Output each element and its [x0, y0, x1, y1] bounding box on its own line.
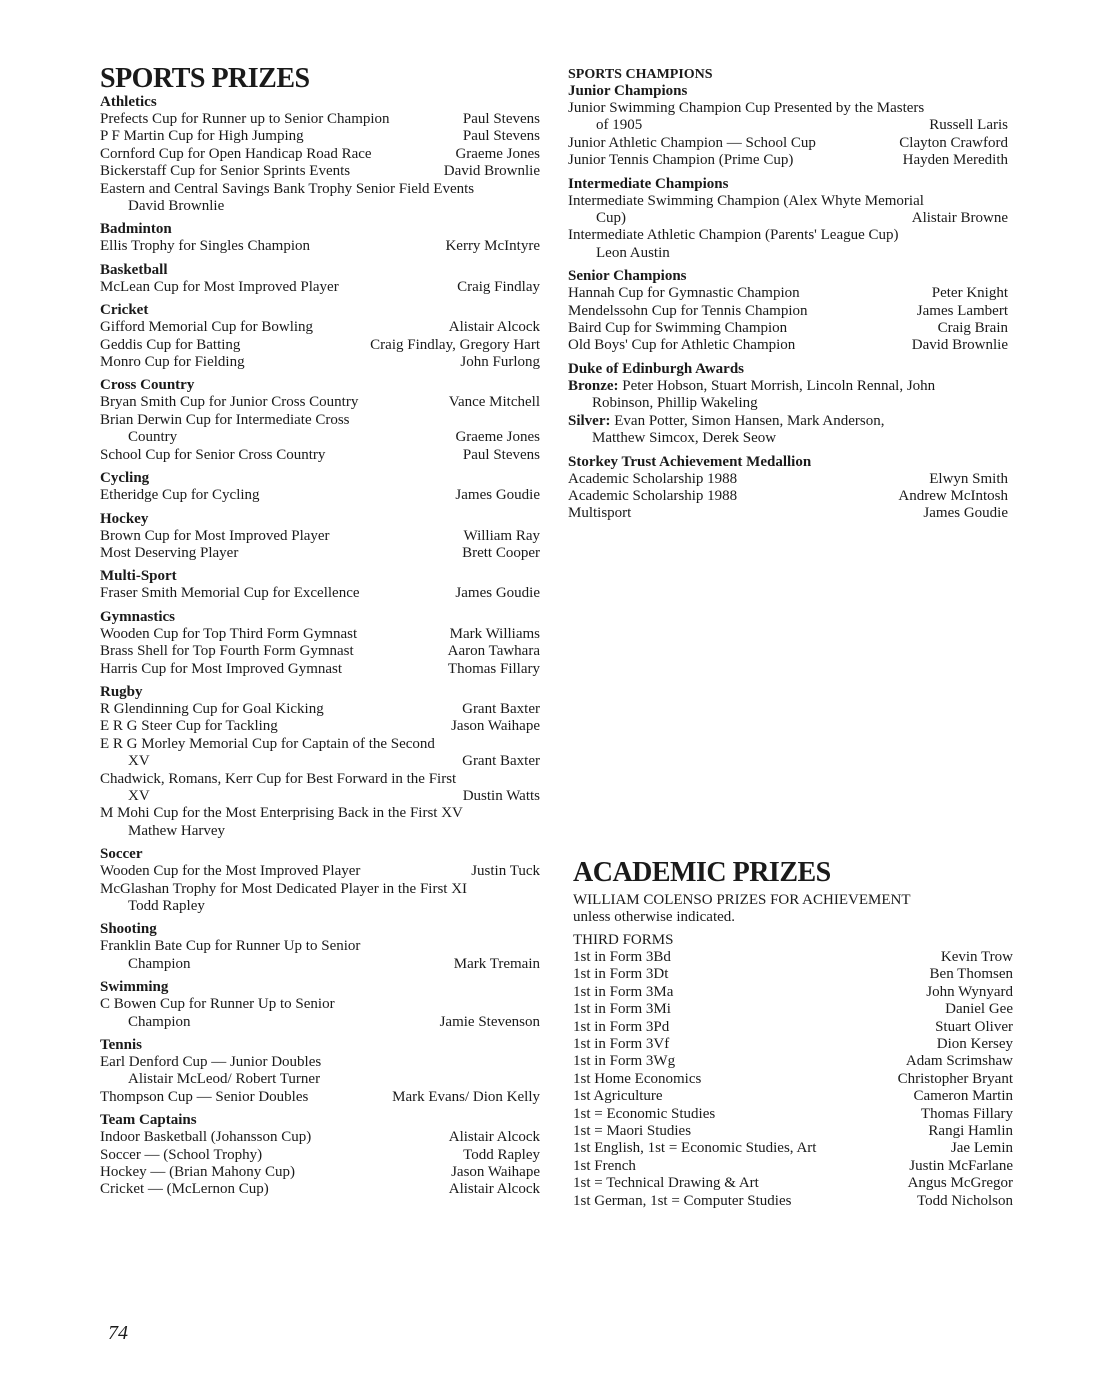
prize-name: Bickerstaff Cup for Senior Sprints Events [100, 163, 351, 180]
recipient-name: Justin Tuck [471, 863, 540, 880]
prize-row [100, 279, 540, 296]
prize-name: of 1905 [596, 117, 643, 134]
prize-name: 1st in Form 3Dt [573, 966, 669, 983]
recipient-name: Alistair Alcock [448, 319, 540, 336]
sports-champions-sections [568, 83, 1008, 355]
recipient-name: Mark Evans/ Dion Kelly [392, 1088, 540, 1105]
prize-name: 1st = Economic Studies [573, 1105, 716, 1122]
section-heading: Hockey [100, 510, 149, 527]
prize-name: Indoor Basketball (Johansson Cup) [100, 1129, 312, 1146]
prize-name: 1st German, 1st = Computer Studies [573, 1192, 792, 1209]
recipient-name: Vance Mitchell [448, 394, 540, 411]
prize-name: 1st Home Economics [573, 1070, 702, 1087]
recipient-name: Thomas Fillary [920, 1105, 1013, 1122]
section-heading: Shooting [100, 921, 157, 938]
recipient-name: Paul Stevens [462, 128, 540, 145]
recipient-name: John Furlong [460, 354, 540, 371]
recipient-name: Alistair Alcock [448, 1181, 540, 1198]
prize-row [573, 1140, 1013, 1157]
prize-row [100, 643, 540, 660]
prize-row [100, 863, 540, 880]
prize-row [100, 163, 540, 180]
prize-name: 1st in Form 3Pd [573, 1018, 670, 1035]
prize-name: Etheridge Cup for Cycling [100, 487, 260, 504]
prize-name: Monro Cup for Fielding [100, 354, 245, 371]
prize-name: Cup) [596, 210, 626, 227]
prize-row [100, 585, 540, 602]
prize-row [573, 1193, 1013, 1210]
prize-name: Mendelssohn Cup for Tennis Champion [568, 302, 808, 319]
recipient-name: Craig Findlay [457, 278, 540, 295]
prize-name: Bryan Smith Cup for Junior Cross Country [100, 394, 359, 411]
prize-row [100, 1164, 540, 1181]
recipient-name: Jason Waihape [451, 1164, 540, 1181]
recipient-name: Brett Cooper [462, 544, 540, 561]
prize-row [100, 447, 540, 464]
prize-row [568, 152, 1008, 169]
recipient-name: Graeme Jones [455, 429, 540, 446]
prize-name: Todd Rapley [128, 898, 205, 914]
recipient-name: William Ray [463, 527, 540, 544]
recipient-name: Hayden Meredith [902, 152, 1008, 169]
prize-name: Fraser Smith Memorial Cup for Excellence [100, 585, 360, 602]
prize-name: Champion [128, 955, 191, 972]
prize-name: Junior Athletic Champion — School Cup [568, 134, 816, 151]
recipient-name: John Wynyard [926, 983, 1013, 1000]
recipient-name: Grant Baxter [462, 700, 540, 717]
prize-name: Champion [128, 1013, 191, 1030]
recipient-name: Mark Tremain [453, 955, 540, 972]
prize-row [568, 337, 1008, 354]
recipient-name: Jae Lemin [950, 1140, 1013, 1157]
recipient-name: Angus McGregor [907, 1175, 1013, 1192]
sports-champions-column [568, 66, 1008, 523]
prize-name: Leon Austin [596, 244, 670, 261]
section-heading: Athletics [100, 94, 157, 110]
prize-name: Wooden Cup for Top Third Form Gymnast [100, 625, 358, 642]
prize-row [100, 429, 540, 446]
prize-row [573, 984, 1013, 1001]
prize-row [573, 1019, 1013, 1036]
bronze-names-1: Peter Hobson, Stuart Morrish, Lincoln Rennal, John [622, 377, 936, 394]
recipient-name: Kerry McIntyre [445, 238, 540, 255]
prize-row [100, 823, 540, 840]
prize-row [100, 487, 540, 504]
prize-name: Academic Scholarship 1988 [568, 487, 738, 504]
section-heading: Senior Champions [568, 268, 687, 285]
recipient-name: Russell Laris [929, 117, 1008, 134]
prize-row [100, 898, 540, 915]
section-heading: Junior Champions [568, 83, 688, 99]
prize-name: 1st = Maori Studies [573, 1123, 692, 1140]
prize-row [568, 505, 1008, 522]
prize-row [100, 111, 540, 128]
prize-name: Brown Cup for Most Improved Player [100, 527, 330, 544]
recipient-name: James Goudie [923, 505, 1008, 522]
recipient-name: Alistair Browne [911, 210, 1008, 227]
prize-row [100, 545, 540, 562]
prize-name: Chadwick, Romans, Kerr Cup for Best Forward in the First [100, 770, 457, 787]
prize-row [100, 181, 540, 198]
prize-row [100, 805, 540, 822]
recipient-name: Daniel Gee [945, 1001, 1013, 1018]
prize-name: 1st in Form 3Vf [573, 1036, 670, 1053]
prize-name: Baird Cup for Swimming Champion [568, 320, 788, 337]
prize-row [100, 412, 540, 429]
section-heading: Cricket [100, 302, 149, 319]
prize-row [100, 354, 540, 371]
prize-name: 1st English, 1st = Economic Studies, Art [573, 1140, 817, 1157]
prize-row [100, 996, 540, 1013]
section-heading: Swimming [100, 979, 169, 996]
prize-name: Old Boys' Cup for Athletic Champion [568, 337, 796, 354]
prize-name: Thompson Cup — Senior Doubles [100, 1088, 309, 1105]
prize-row [568, 100, 1008, 117]
recipient-name: Paul Stevens [462, 446, 540, 463]
prize-row [568, 193, 1008, 210]
prize-name: Hannah Cup for Gymnastic Champion [568, 285, 800, 302]
sports-prizes-title: SPORTS PRIZES [100, 63, 310, 94]
prize-row [100, 1014, 540, 1031]
bronze-line [568, 378, 1008, 395]
prize-row [568, 227, 1008, 244]
bronze-names-2: Robinson, Phillip Wakeling [592, 395, 758, 412]
prize-name: Mathew Harvey [128, 822, 226, 839]
bronze-label: Bronze: [568, 377, 619, 394]
prize-row [573, 1088, 1013, 1105]
prize-row [568, 471, 1008, 488]
prize-row [100, 1089, 540, 1106]
silver-line [568, 413, 1008, 430]
sports-champions-title: SPORTS CHAMPIONS [568, 67, 713, 82]
recipient-name: Justin McFarlane [909, 1157, 1013, 1174]
recipient-name: Adam Scrimshaw [905, 1053, 1013, 1070]
academic-subtitle: WILLIAM COLENSO PRIZES FOR ACHIEVEMENT [573, 892, 911, 908]
recipient-name: Elwyn Smith [929, 470, 1008, 487]
prize-row [100, 319, 540, 336]
prize-row [100, 753, 540, 770]
silver-label: Silver: [568, 412, 611, 429]
recipient-name: James Lambert [916, 302, 1008, 319]
prize-name: Alistair McLeod/ Robert Turner [128, 1071, 321, 1088]
prize-name: Country [128, 429, 178, 446]
prize-row [568, 245, 1008, 262]
prize-row [100, 736, 540, 753]
academic-subtitle-note: unless otherwise indicated. [573, 909, 736, 925]
section-heading: Badminton [100, 221, 172, 238]
prize-row [100, 1129, 540, 1146]
sports-prizes-sections [100, 94, 540, 1199]
prize-name: Brass Shell for Top Fourth Form Gymnast [100, 643, 354, 660]
prize-name: Gifford Memorial Cup for Bowling [100, 319, 314, 336]
prize-name: Junior Swimming Champion Cup Presented by the Masters [568, 100, 925, 116]
prize-name: 1st in Form 3Ma [573, 983, 674, 1000]
prize-name: McLean Cup for Most Improved Player [100, 278, 339, 295]
prize-row [100, 661, 540, 678]
prize-name: P F Martin Cup for High Jumping [100, 128, 304, 145]
recipient-name: Aaron Tawhara [447, 643, 540, 660]
prize-row [100, 701, 540, 718]
prize-row [100, 771, 540, 788]
prize-name: McGlashan Trophy for Most Dedicated Player in the First XI [100, 880, 468, 897]
prize-row [100, 238, 540, 255]
prize-name: Multisport [568, 505, 632, 522]
silver-names-1: Evan Potter, Simon Hansen, Mark Anderson, [614, 412, 885, 429]
prize-name: Cornford Cup for Open Handicap Road Race [100, 145, 372, 162]
silver-names-2: Matthew Simcox, Derek Seow [592, 430, 777, 447]
section-heading: Cycling [100, 470, 150, 487]
prize-name: Academic Scholarship 1988 [568, 470, 738, 487]
prize-row [100, 718, 540, 735]
prize-row [100, 128, 540, 145]
recipient-name: James Goudie [455, 585, 540, 602]
recipient-name: Jason Waihape [451, 718, 540, 735]
prize-row [568, 210, 1008, 227]
prize-row [100, 1071, 540, 1088]
recipient-name: Stuart Oliver [935, 1018, 1013, 1035]
recipient-name: James Goudie [455, 487, 540, 504]
recipient-name: Christopher Bryant [897, 1070, 1013, 1087]
prize-name: Prefects Cup for Runner up to Senior Champion [100, 111, 390, 127]
prize-row [100, 956, 540, 973]
duke-heading: Duke of Edinburgh Awards [568, 360, 745, 377]
prize-name: Brian Derwin Cup for Intermediate Cross [100, 411, 350, 428]
academic-prizes-title: ACADEMIC PRIZES [573, 857, 831, 888]
prize-row [100, 394, 540, 411]
recipient-name: Mark Williams [449, 625, 540, 642]
prize-name: Wooden Cup for the Most Improved Player [100, 863, 361, 880]
recipient-name: Jamie Stevenson [439, 1013, 540, 1030]
prize-row [573, 1036, 1013, 1053]
recipient-name: Rangi Hamlin [928, 1123, 1013, 1140]
prize-row [573, 949, 1013, 966]
prize-row [573, 1071, 1013, 1088]
section-heading: Soccer [100, 846, 143, 863]
section-heading: Basketball [100, 261, 168, 278]
recipient-name: Cameron Martin [913, 1088, 1013, 1105]
prize-row [568, 320, 1008, 337]
prize-row [100, 146, 540, 163]
recipient-name: Todd Nicholson [916, 1192, 1013, 1209]
recipient-name: Graeme Jones [455, 145, 540, 162]
prize-row [573, 966, 1013, 983]
prize-name: Cricket — (McLernon Cup) [100, 1181, 269, 1198]
prize-row [100, 788, 540, 805]
academic-prizes-column [573, 858, 1013, 1210]
prize-name: Intermediate Swimming Champion (Alex Whyte Memorial [568, 192, 924, 209]
third-forms-heading: THIRD FORMS [573, 932, 674, 948]
recipient-name: Todd Rapley [463, 1146, 540, 1163]
section-heading: Team Captains [100, 1112, 197, 1129]
prize-name: Soccer — (School Trophy) [100, 1146, 263, 1163]
academic-rows [573, 949, 1013, 1210]
prize-row [568, 285, 1008, 302]
prize-row [100, 1054, 540, 1071]
page-number: 74 [108, 1322, 128, 1344]
prize-row [100, 1147, 540, 1164]
prize-name: Junior Tennis Champion (Prime Cup) [568, 152, 794, 169]
prize-name: M Mohi Cup for the Most Enterprising Back in the First XV [100, 805, 463, 822]
section-heading: Gymnastics [100, 608, 175, 625]
recipient-name: Dion Kersey [936, 1036, 1013, 1053]
recipient-name: Alistair Alcock [448, 1129, 540, 1146]
prize-name: XV [128, 753, 150, 770]
prize-row [573, 1175, 1013, 1192]
storkey-rows [568, 471, 1008, 523]
sports-prizes-column [100, 64, 540, 1199]
recipient-name: Dustin Watts [462, 787, 540, 804]
prize-name: 1st in Form 3Wg [573, 1053, 676, 1070]
prize-row [100, 881, 540, 898]
prize-name: R Glendinning Cup for Goal Kicking [100, 700, 324, 717]
prize-name: Most Deserving Player [100, 544, 239, 561]
recipient-name: David Brownlie [443, 163, 540, 180]
recipient-name: Craig Brain [937, 320, 1008, 337]
prize-name: Ellis Trophy for Singles Champion [100, 238, 311, 255]
prize-name: E R G Steer Cup for Tackling [100, 718, 278, 735]
prize-name: Harris Cup for Most Improved Gymnast [100, 660, 343, 677]
prize-name: 1st French [573, 1157, 636, 1174]
recipient-name: David Brownlie [911, 337, 1008, 354]
section-heading: Cross Country [100, 377, 195, 394]
prize-name: Hockey — (Brian Mahony Cup) [100, 1164, 295, 1181]
prize-name: Earl Denford Cup — Junior Doubles [100, 1054, 322, 1071]
section-heading: Tennis [100, 1037, 142, 1054]
prize-row [568, 303, 1008, 320]
prize-name: Eastern and Central Savings Bank Trophy Senior Field Events [100, 180, 475, 197]
prize-name: 1st Agriculture [573, 1088, 663, 1105]
recipient-name: Peter Knight [931, 285, 1008, 302]
storkey-heading: Storkey Trust Achievement Medallion [568, 453, 812, 470]
prize-row [100, 1181, 540, 1198]
prize-row [573, 1123, 1013, 1140]
section-heading: Multi-Sport [100, 568, 177, 585]
prize-row [573, 1106, 1013, 1123]
prize-name: Intermediate Athletic Champion (Parents' League Cup) [568, 227, 899, 244]
recipient-name: Andrew McIntosh [898, 487, 1008, 504]
prize-row [100, 337, 540, 354]
prize-name: Franklin Bate Cup for Runner Up to Senior [100, 938, 361, 955]
prize-name: 1st in Form 3Mi [573, 1001, 671, 1018]
recipient-name: Ben Thomsen [929, 966, 1013, 983]
prize-row [568, 135, 1008, 152]
prize-name: E R G Morley Memorial Cup for Captain of the Second [100, 735, 435, 752]
prize-row [573, 1053, 1013, 1070]
prize-name: 1st = Technical Drawing & Art [573, 1175, 759, 1192]
recipient-name: Grant Baxter [462, 753, 540, 770]
prize-name: XV [128, 787, 150, 804]
section-heading: Intermediate Champions [568, 175, 729, 192]
prize-name: 1st in Form 3Bd [573, 949, 671, 965]
prize-name: Geddis Cup for Batting [100, 336, 241, 353]
prize-name: C Bowen Cup for Runner Up to Senior [100, 996, 335, 1013]
prize-row [100, 626, 540, 643]
recipient-name: Thomas Fillary [447, 660, 540, 677]
prize-row [100, 938, 540, 955]
prize-name: David Brownlie [128, 198, 225, 215]
recipient-name: Kevin Trow [940, 949, 1013, 965]
recipient-name: Craig Findlay, Gregory Hart [370, 336, 540, 353]
prize-row [100, 528, 540, 545]
prize-row [573, 1001, 1013, 1018]
recipient-name: Clayton Crawford [899, 134, 1008, 151]
prize-row [568, 117, 1008, 134]
prize-row [100, 198, 540, 215]
section-heading: Rugby [100, 683, 143, 700]
prize-row [573, 1158, 1013, 1175]
prize-name: School Cup for Senior Cross Country [100, 446, 326, 463]
recipient-name: Paul Stevens [462, 111, 540, 127]
prize-row [568, 488, 1008, 505]
